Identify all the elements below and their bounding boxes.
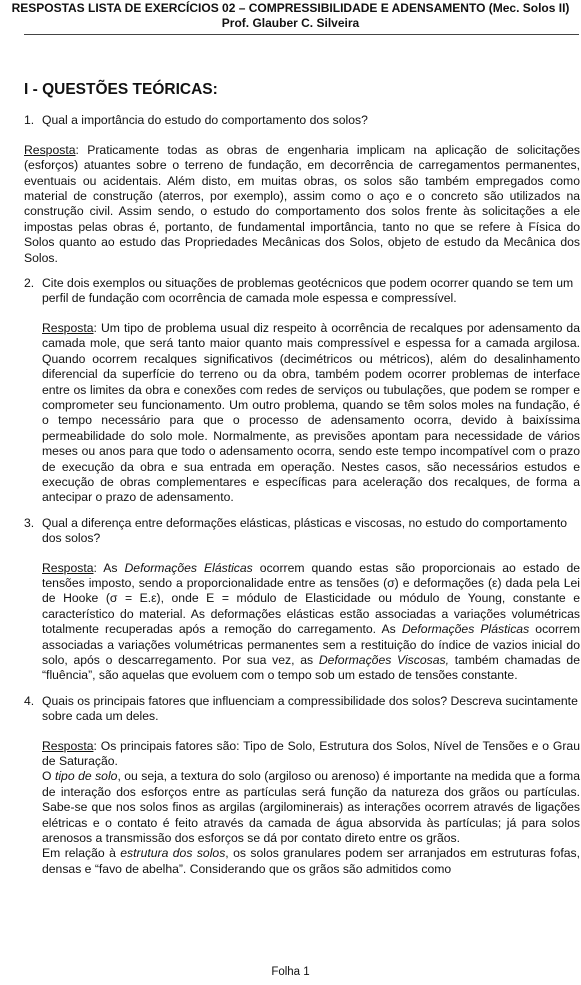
question-text: Cite dois exemplos ou situações de problemas geotécnicos que podem ocorrer quando se tem um perfil de fundação com ocorrência de camada mole espessa e compressível. — [42, 276, 574, 306]
answer-text: : Os principais fatores são: Tipo de Solo, Estrutura dos Solos, Nível de Tensões e o Grau de Saturação. — [42, 738, 580, 769]
page-header — [0, 0, 581, 31]
answer-text: , ou seja, a textura do solo (argiloso ou arenoso) é importante na medida que a forma de interação dos esforços entre as partículas será função da natureza dos grãos ou partículas. Sabe-se que nos solos finos as argilas (argilominerais) as interações ocorrem através de ligações elétricas e o contato é feito através da camada de água absorvida às partículas; já para solos arenosos a transmissão dos esforços se dá por contato direto entre os grãos. — [42, 769, 580, 846]
answer-1 — [24, 143, 580, 266]
question-text: Quais os principais fatores que influenciam a compressibilidade dos solos? Descreva sucintamente sobre cada um deles. — [42, 693, 578, 724]
question-4 — [24, 694, 580, 725]
answer-text: ocorrem quando estas são proporcionais ao estado de tensões imposto, sendo a proporcionalidade entre as tensões (σ) e deformações (ε) dada pela Lei de Hooke (σ = E.ε), onde E = módulo de Elasticidade ou módulo de Young, constante e característico do material. As deformações elásticas estão associadas a variações volumétricas totalmente recuperadas após a remoção do carregamento. As — [42, 560, 581, 637]
header-title: RESPOSTAS LISTA DE EXERCÍCIOS 02 – COMPRESSIBILIDADE E ADENSAMENTO (Mec. Solos II) — [11, 1, 570, 15]
document-body — [24, 82, 580, 887]
answer-text: : Um tipo de problema usual diz respeito à ocorrência de recalques por adensamento da camada mole, que será tanto maior quanto mais compressível e espessa for a camada argilosa. Quando ocorrem recalques significativos (decimétricos ou métricos), além do desalinhamento diferencial da superfície do terreno ou da obra, também podem ocorrer problemas de interface entre os limites da obra e conexões com redes de serviços ou tubulações, que podem se romper e comprometer seu funcionamento. Um outro problema, quando se têm solos moles na fundação, é o tempo necessário para que o processo de adensamento ocorra, devido à baixíssima permeabilidade do solo mole. Normalmente, as previsões apontam para necessidade de vários meses ou anos para que todo o adensamento ocorra, sendo este tempo incompatível com o prazo de execução da obra e sua entrada em operação. Nestes casos, são necessários estudos e execução de obras complementares e específicas para aceleração dos recalques, de forma a antecipar o prazo de adensamento. — [42, 320, 580, 505]
term-plastic-deformations: Deformações Plásticas — [401, 622, 530, 637]
term-viscous-deformations: Deformações Viscosas, — [318, 653, 449, 667]
term-elastic-deformations: Deformações Elásticas — [124, 560, 253, 575]
answer-label: Resposta — [42, 560, 94, 575]
term-soil-type: tipo de solo — [54, 769, 118, 784]
header-divider — [24, 34, 579, 35]
answer-label: Resposta — [24, 142, 76, 157]
answer-text: também chamadas de “fluência”, são aquelas que evoluem com o tempo sob um estado de tensões constante. — [42, 653, 580, 683]
question-number: 3. — [24, 515, 35, 530]
question-number: 4. — [24, 693, 35, 708]
question-2 — [24, 276, 580, 307]
page-footer: Folha 1 — [271, 966, 310, 978]
question-1 — [24, 113, 580, 128]
answer-text: Em relação à — [42, 846, 121, 861]
answer-text: , os solos granulares podem ser arranjados em estruturas fofas, densas e “favo de abelha”. Considerando que os grãos são admitidos como — [42, 846, 580, 876]
answer-text: : Praticamente todas as obras de engenharia implicam na aplicação de solicitações (esforços) atuantes sobre o terreno de fundação, em decorrência de carregamentos permanentes, eventuais ou acidentais. Além disto, em muitas obras, os solos são também empregados como material de construção (aterros, por exemplo), assim como o aço e o concreto são utilizados na construção civil. Assim sendo, o estudo do comportamento dos solos frente às solicitações a ele impostas pelas obras é, portanto, de fundamental importância, tanto no que se refere à Física do Solos quanto ao estudo das Propriedades Mecânicas dos Solos, objeto de estudo da Mecânica dos Solos. — [24, 142, 580, 265]
question-text: Qual a diferença entre deformações elásticas, plásticas e viscosas, no estudo do comportamento dos solos? — [42, 515, 568, 546]
question-number: 1. — [24, 113, 35, 128]
answer-2 — [42, 321, 580, 506]
answer-text: ocorrem associadas a variações volumétricas permanentes sem a restituição do índice de vazios inicial do solo, após o descarregamento. Por sua vez, as — [42, 622, 580, 667]
header-author: Prof. Glauber C. Silveira — [221, 16, 360, 30]
answer-3 — [42, 561, 580, 684]
question-number: 2. — [24, 276, 35, 291]
answer-text: : As — [93, 560, 125, 575]
answer-4 — [42, 739, 580, 878]
answer-label: Resposta — [42, 320, 94, 335]
answer-label: Resposta — [42, 738, 94, 753]
section-title: I - QUESTÕES TEÓRICAS: — [24, 81, 218, 98]
question-3 — [24, 516, 580, 547]
answer-text: O — [42, 769, 55, 784]
question-text: Qual a importância do estudo do comportamento dos solos? — [42, 113, 368, 128]
term-soil-structure: estrutura dos solos — [120, 846, 226, 861]
